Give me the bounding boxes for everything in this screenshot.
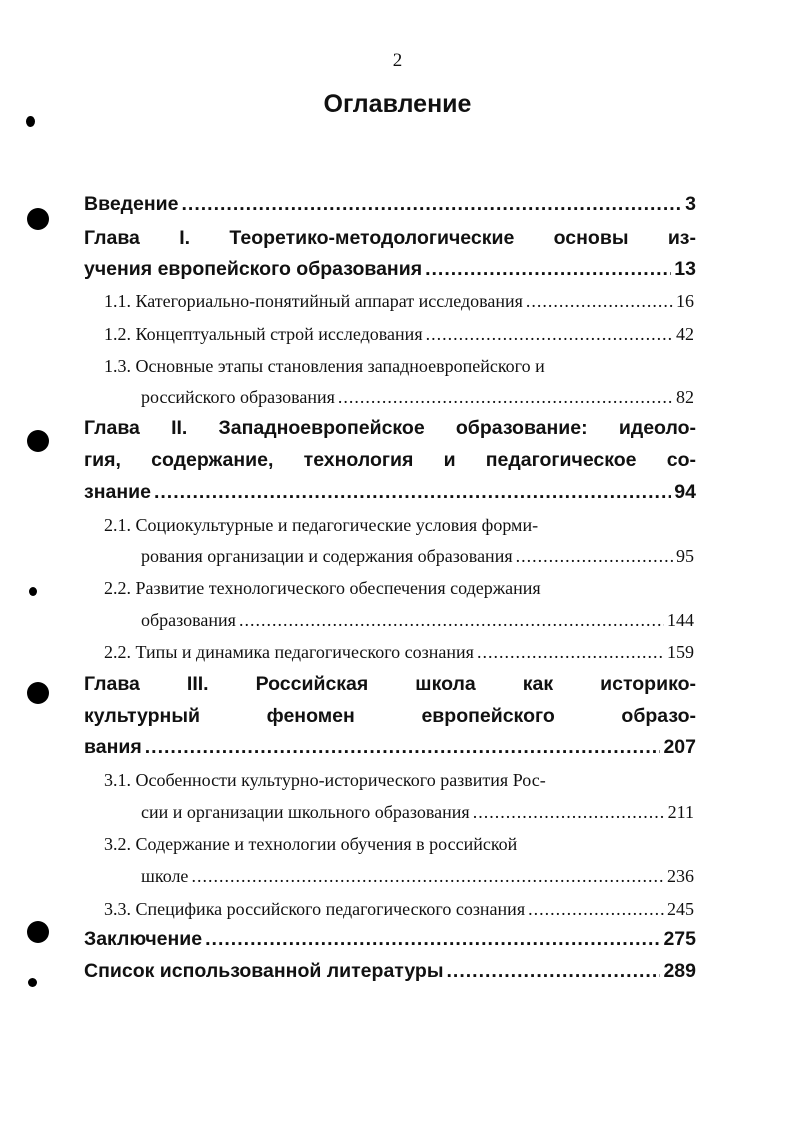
toc-entry-title: рования организации и содержания образования [141,546,513,566]
toc-entry-title: 2.2. Типы и динамика педагогического сознания [104,642,474,662]
toc-chapter-2-line1[interactable]: Глава II. Западноевропейское образование: идеоло- [84,417,696,439]
toc-section-2-3[interactable] [104,636,694,668]
toc-section-2-1[interactable] [141,540,694,572]
toc-section-1-3-line1[interactable]: 1.3. Основные этапы становления западноевропейского и [104,356,545,376]
dot-leader [425,253,671,285]
toc-entry-references[interactable] [84,955,696,987]
toc-entry-page: 159 [667,642,694,662]
toc-section-1-1[interactable] [104,285,694,317]
dot-leader [516,540,673,572]
dot-leader [205,923,660,955]
dot-leader [145,731,661,763]
toc-entry-page: 3 [685,193,696,215]
scan-mark [26,116,35,127]
binder-hole [27,921,49,943]
scan-mark [29,587,37,596]
toc-entry-title: 1.1. Категориально-понятийный аппарат исследования [104,291,523,311]
toc-entry-title: Заключение [84,928,203,950]
toc-entry-page: 236 [667,866,694,886]
toc-entry-page: 95 [676,546,694,566]
binder-hole [27,208,49,230]
toc-section-3-1[interactable] [141,796,694,828]
toc-section-2-1-line1[interactable]: 2.1. Социокультурные и педагогические условия форми- [104,515,539,535]
dot-leader [239,604,664,636]
toc-chapter-1-line1[interactable]: Глава I. Теоретико-методологические основы из- [84,227,696,249]
toc-entry-title: Список использованной литературы [84,960,444,982]
toc-entry-conclusion[interactable] [84,923,696,955]
toc-entry-title: школе [141,866,189,886]
toc-entry-title: вания [84,736,142,758]
toc-section-1-3[interactable] [141,381,694,413]
toc-entry-title: 3.3. Специфика российского педагогического сознания [104,899,526,919]
scan-mark [28,978,37,987]
toc-entry-page: 245 [667,899,694,919]
toc-entry-page: 82 [676,387,694,407]
dot-leader [426,318,673,350]
dot-leader [446,955,660,987]
toc-entry-title: российского образования [141,387,335,407]
toc-entry-introduction[interactable] [84,188,696,220]
dot-leader [526,285,673,317]
toc-entry-page: 207 [663,736,696,758]
dot-leader [154,476,671,508]
toc-entry-title: сии и организации школьного образования [141,802,470,822]
toc-entry-title: учения европейского образования [84,258,423,280]
toc-entry-page: 144 [667,610,694,630]
toc-entry-page: 275 [663,928,696,950]
toc-section-3-2[interactable] [141,860,694,892]
toc-chapter-2[interactable] [84,476,696,508]
binder-hole [27,430,49,452]
binder-hole [27,682,49,704]
dot-leader [528,893,664,925]
page-number: 2 [392,50,403,71]
dot-leader [477,636,664,668]
dot-leader [473,796,665,828]
toc-entry-title: 1.2. Концептуальный строй исследования [104,324,423,344]
toc-entry-page: 42 [676,324,694,344]
toc-chapter-3[interactable] [84,731,696,763]
toc-entry-page: 211 [667,802,694,822]
dot-leader [182,188,683,220]
toc-section-3-1-line1[interactable]: 3.1. Особенности культурно-исторического развития Рос- [104,770,546,790]
toc-section-1-2[interactable] [104,318,694,350]
toc-entry-title: знание [84,481,151,503]
toc-entry-page: 94 [674,481,696,503]
toc-section-2-2[interactable] [141,604,694,636]
page-title: Оглавление [323,90,472,118]
toc-chapter-1[interactable] [84,253,696,285]
dot-leader [191,860,664,892]
toc-section-3-3[interactable] [104,893,694,925]
toc-entry-page: 13 [674,258,696,280]
toc-section-3-2-line1[interactable]: 3.2. Содержание и технологии обучения в российской [104,834,518,854]
toc-chapter-2-line2[interactable]: гия, содержание, технология и педагогическое со- [84,449,696,471]
toc-entry-title: образования [141,610,236,630]
toc-chapter-3-line2[interactable]: культурный феномен европейского образо- [84,705,696,727]
toc-chapter-3-line1[interactable]: Глава III. Российская школа как историко- [84,673,696,695]
toc-entry-page: 289 [663,960,696,982]
toc-entry-title: Введение [84,193,179,215]
toc-section-2-2-line1[interactable]: 2.2. Развитие технологического обеспечения содержания [104,578,541,598]
dot-leader [338,381,673,413]
toc-entry-page: 16 [676,291,694,311]
